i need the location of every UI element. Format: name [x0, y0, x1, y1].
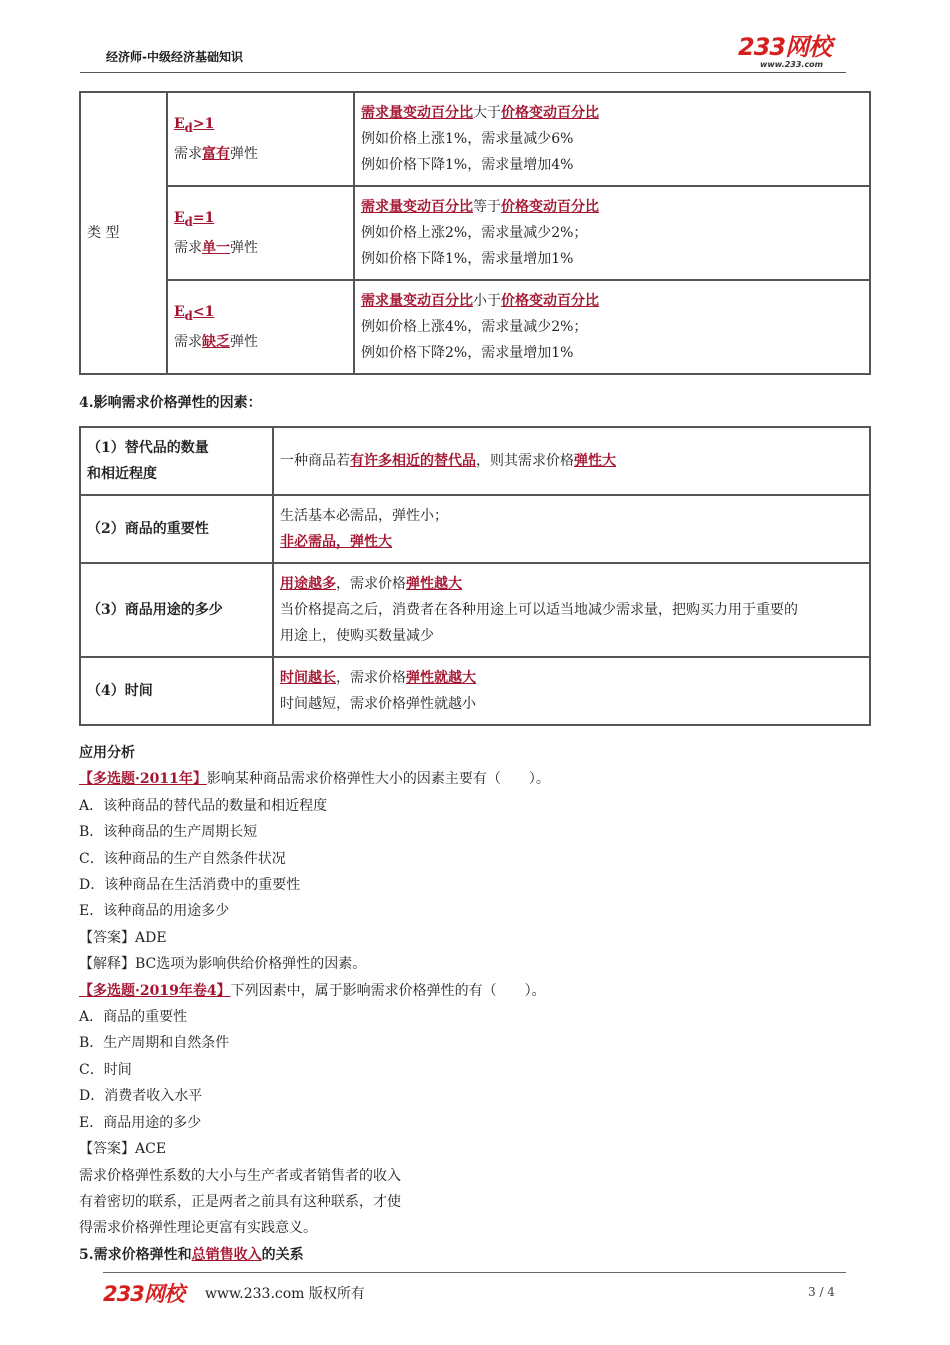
header-divider [80, 72, 846, 73]
factor-3-key: （3）商品用途的多少 [80, 563, 273, 657]
logo-url: www.233.com [760, 60, 824, 69]
paragraph-line-1: 需求价格弹性系数的大小与生产者或者销售者的收入 [79, 1167, 401, 1184]
footer-logo: 233网校 [103, 1282, 184, 1306]
type-row-3-desc: 需求量变动百分比小于价格变动百分比 例如价格上涨4%，需求量减少2%； 例如价格下降2%，需求量增加1% [354, 280, 870, 374]
q1-option-b: B．该种商品的生产周期长短 [79, 824, 258, 841]
question-1: 【多选题·2011年】影响某种商品需求价格弹性大小的因素主要有（ ）。 [79, 771, 550, 788]
brand-logo [738, 34, 858, 74]
type-row-1-kind: $E_d>1$ 需求富有弹性 [167, 92, 354, 186]
footer-copyright: www.233.com 版权所有 [205, 1286, 365, 1302]
type-row-1-desc: 需求量变动百分比大于价格变动百分比 例如价格上涨1%，需求量减少6% 例如价格下降1%，需求量增加4% [354, 92, 870, 186]
q2-option-a: A．商品的重要性 [79, 1009, 188, 1026]
factors-table [79, 426, 871, 726]
section-4-heading: 4.影响需求价格弹性的因素： [79, 395, 262, 411]
paragraph-line-3: 得需求价格弹性理论更富有实践意义。 [79, 1220, 317, 1237]
factor-4-key: （4）时间 [80, 657, 273, 725]
elasticity-type-table [79, 91, 871, 375]
q1-option-c: C．该种商品的生产自然条件状况 [79, 850, 286, 867]
q1-option-d: D．该种商品在生活消费中的重要性 [79, 877, 301, 894]
factor-2-key: （2）商品的重要性 [80, 495, 273, 563]
question-2: 【多选题·2019年卷4】下列因素中，属于影响需求价格弹性的有（ ）。 [79, 982, 546, 999]
factor-1-desc: 一种商品若有许多相近的替代品，则其需求价格弹性大 [273, 427, 870, 495]
q2-option-e: E．商品用途的多少 [79, 1114, 202, 1131]
q2-option-b: B．生产周期和自然条件 [79, 1035, 230, 1052]
type-label: 类 型 [80, 92, 167, 374]
q1-option-e: E．该种商品的用途多少 [79, 903, 230, 920]
factor-4-desc: 时间越长，需求价格弹性就越大 时间越短，需求价格弹性就越小 [273, 657, 870, 725]
q2-option-d: D．消费者收入水平 [79, 1088, 203, 1105]
document-title: 经济师-中级经济基础知识 [106, 50, 243, 64]
type-row-3-kind: $E_d<1$ 需求缺乏弹性 [167, 280, 354, 374]
section-5-heading: 5.需求价格弹性和总销售收入的关系 [79, 1246, 304, 1263]
factor-3-desc: 用途越多，需求价格弹性越大 当价格提高之后，消费者在各种用途上可以适当地减少需求量，把购买力用于重要的 用途上，使购买数量减少 [273, 563, 870, 657]
paragraph-line-2: 有着密切的联系，正是两者之前具有这种联系，才使 [79, 1193, 401, 1210]
q2-option-c: C．时间 [79, 1061, 132, 1078]
q2-answer: 【答案】ACE [79, 1141, 167, 1158]
factor-1-key: （1）替代品的数量 和相近程度 [80, 427, 273, 495]
q1-option-a: A．该种商品的替代品的数量和相近程度 [79, 797, 328, 814]
analysis-heading: 应用分析 [79, 745, 135, 761]
q1-answer: 【答案】ADE [79, 929, 167, 946]
q1-explanation: 【解释】BC选项为影响供给价格弹性的因素。 [79, 956, 367, 973]
analysis-section [79, 740, 869, 1268]
type-row-2-desc: 需求量变动百分比等于价格变动百分比 例如价格上涨2%，需求量减少2%； 例如价格下降1%，需求量增加1% [354, 186, 870, 280]
footer-divider [103, 1272, 846, 1273]
factor-2-desc: 生活基本必需品，弹性小； 非必需品，弹性大 [273, 495, 870, 563]
page-number: 3 / 4 [808, 1285, 835, 1299]
logo-text: 233网校 [738, 33, 832, 61]
type-row-2-kind: $E_d=1$ 需求单一弹性 [167, 186, 354, 280]
